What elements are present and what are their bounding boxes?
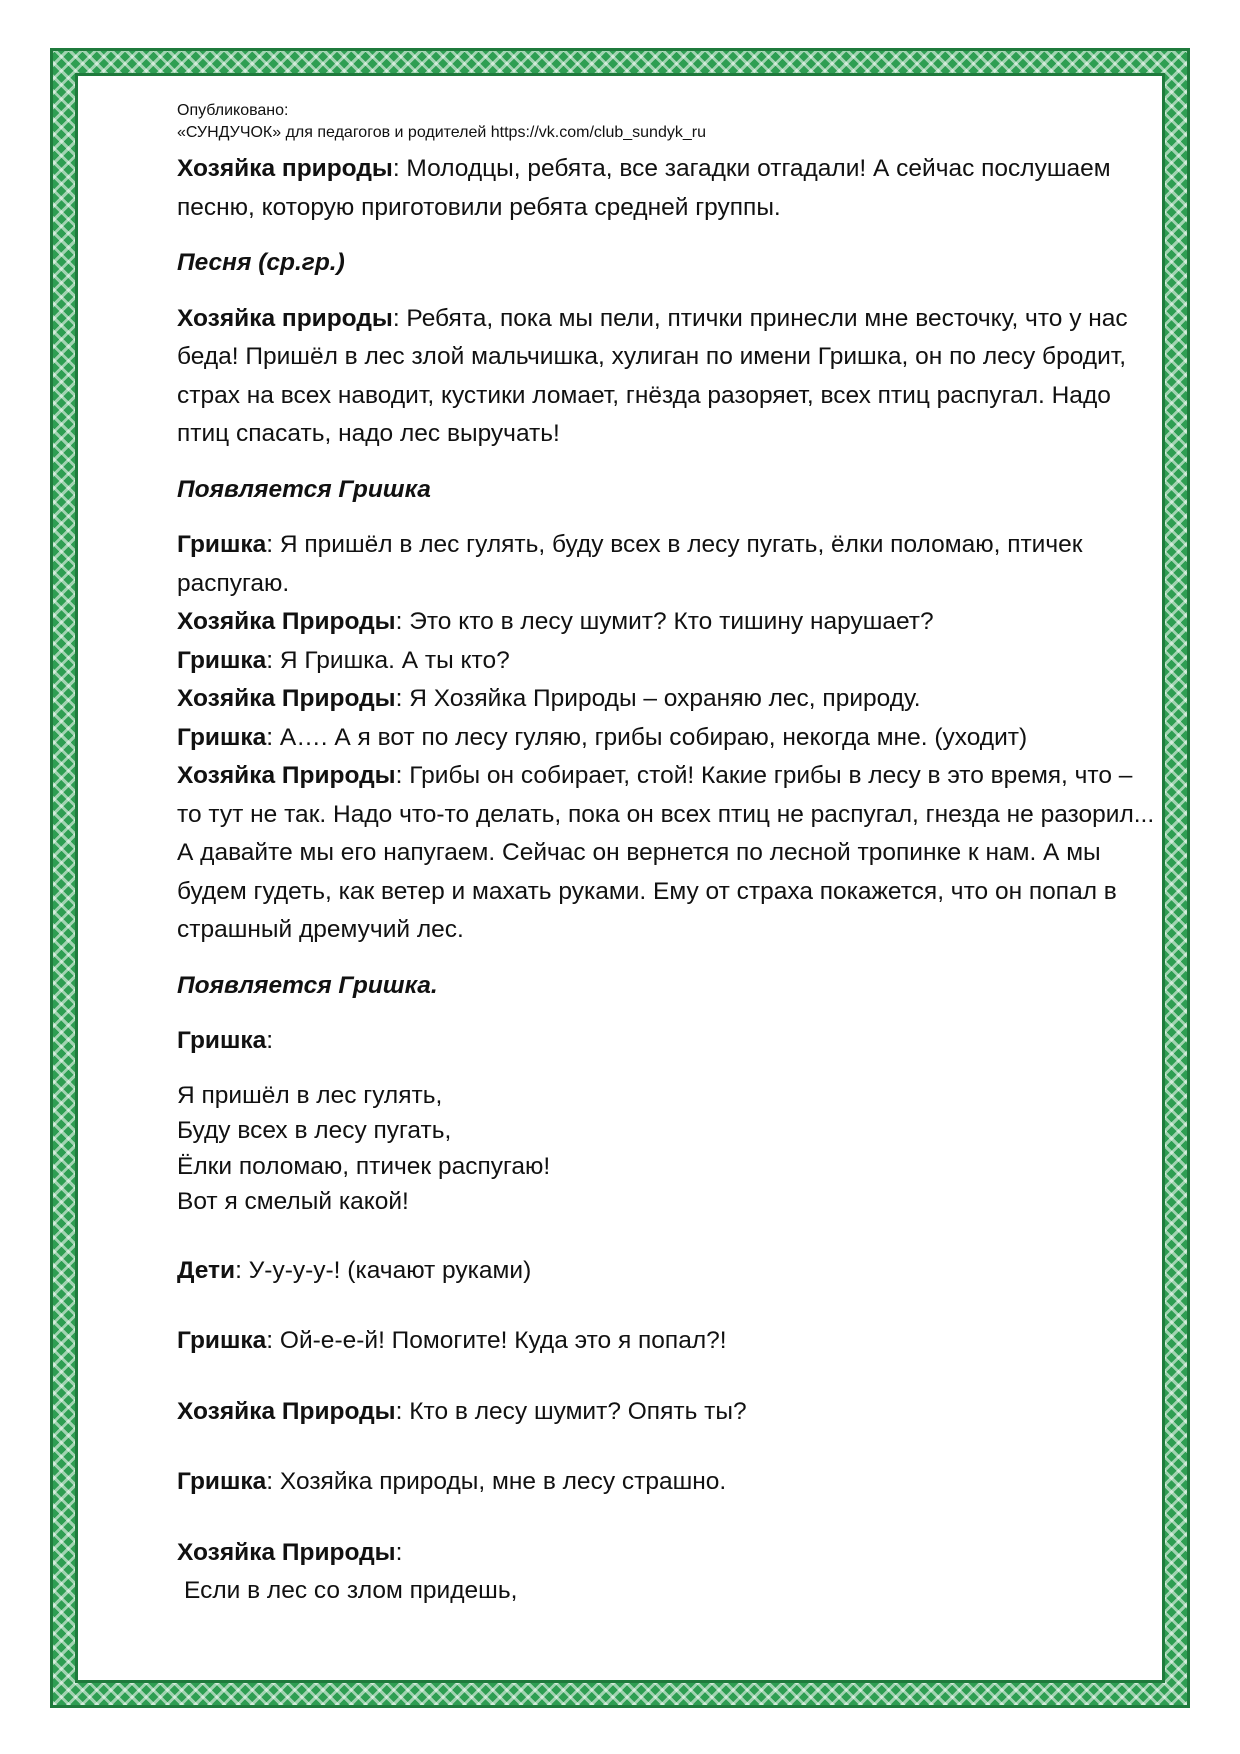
speech-text: : Я пришёл в лес гулять, буду всех в лесу пугать, ёлки поломаю, птичек распугаю. [177,531,1083,597]
publication-label: Опубликовано: [177,102,289,119]
speech-text: : Молодцы, ребята, все загадки отгадали! А сейчас послушаем песню, которую приготовили ребята средней группы. [177,155,1111,221]
speech-text: : [395,1538,403,1566]
dialogue-line [177,1252,1157,1291]
speaker-name: Гришка [177,1327,267,1354]
dialogue-line [177,603,1157,642]
publication-note [177,100,1157,144]
speech-text: : Я Хозяйка Природы – охраняю лес, природу. [395,685,921,712]
poem-line: Если в лес со злом придешь, [184,1577,518,1604]
paragraph [177,300,1157,454]
poem [177,1078,1157,1220]
speech-text: : Ой-е-е-й! Помогите! Куда это я попал?! [266,1327,727,1354]
speaker-name: Дети [177,1256,236,1284]
speech-text: : А…. А я вот по лесу гуляю, грибы собираю, некогда мне. (уходит) [266,723,1028,751]
speech-text: : Хозяйка природы, мне в лесу страшно. [266,1468,727,1495]
stage-direction: Песня (ср.гр.) [177,249,345,276]
dialogue-line [177,719,1157,758]
speaker-name: Хозяйка Природы [177,608,396,635]
speech-text: : Это кто в лесу шумит? Кто тишину нарушает? [395,608,934,635]
speaker-name: Гришка [177,531,267,558]
speech-text: : Грибы он собирает, стой! Какие грибы в лесу в это время, что – то тут не так. Надо что-то делать, пока он всех птиц не распугал, гнезда не разорил... А давайте мы его напугаем. Сейчас он вернется по лесной тропинке к нам. А мы будем гудеть, как ветер и махать руками. Ему от страха покажется, что он попал в страшный дремучий лес. [177,762,1155,943]
speaker-name: Гришка [177,1027,267,1054]
stage-direction: Появляется Гришка. [177,971,438,999]
dialogue-line [177,1463,1157,1502]
dialogue-line [177,642,1157,681]
dialogue-line [177,1534,1157,1573]
dialogue-line [177,526,1157,603]
poem-line: Вот я смелый какой! [177,1188,409,1215]
poem-line: Ёлки поломаю, птичек распугаю! [177,1152,551,1180]
speaker-name: Хозяйка Природы [177,685,396,712]
dialogue-line [177,757,1157,950]
speaker-name: Хозяйка Природы [177,1397,396,1425]
speech-text: : Я Гришка. А ты кто? [266,646,510,674]
speech-text: : [266,1027,274,1054]
publication-source: «СУНДУЧОК» для педагогов и родителей https://vk.com/club_sundyk_ru [177,124,706,141]
speaker-name: Хозяйка природы [177,155,393,182]
dialogue-line [177,1022,1157,1061]
speaker-name: Гришка [177,646,267,674]
poem-line: Буду всех в лесу пугать, [177,1117,452,1144]
speaker-name: Хозяйка природы [177,304,393,332]
speaker-name: Хозяйка Природы [177,1538,396,1566]
speech-text: : У-у-у-у-! (качают руками) [235,1256,532,1284]
paragraph [177,150,1157,227]
stage-direction: Появляется Гришка [177,475,431,503]
dialogue-line [177,680,1157,719]
speaker-name: Гришка [177,723,267,751]
speaker-name: Гришка [177,1468,267,1495]
speaker-name: Хозяйка Природы [177,762,396,789]
dialogue-line [177,1393,1157,1432]
document-body [177,100,1157,1611]
poem-line: Я пришёл в лес гулять, [177,1081,443,1109]
dialogue-line [177,1322,1157,1361]
speech-text: : Ребята, пока мы пели, птички принесли мне весточку, что у нас беда! Пришёл в лес злой мальчишка, хулиган по имени Гришка, он по лесу бродит, страх на всех наводит, кустики ломает, гнёзда разоряет, всех птиц распугал. Надо птиц спасать, надо лес выручать! [177,304,1128,447]
speech-text: : Кто в лесу шумит? Опять ты? [395,1397,747,1425]
